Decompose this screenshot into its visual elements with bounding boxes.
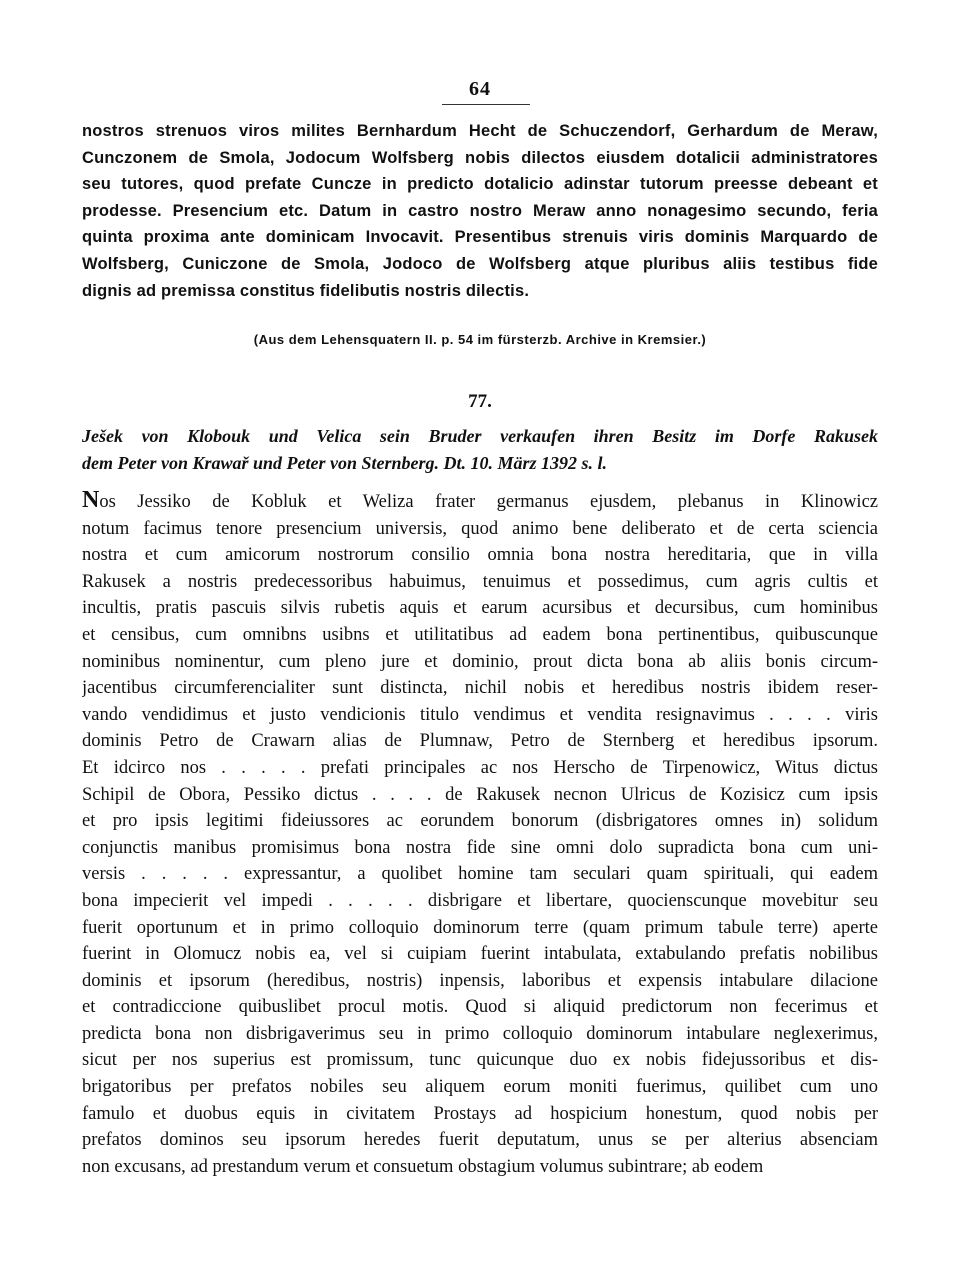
previous-document-text — [82, 118, 878, 304]
text-line: versis . . . . . expressantur, a quolibet homine tam seculari quam spirituali, qui eadem — [82, 864, 878, 885]
text-line: famulo et duobus equis in civitatem Prostays ad hospicium honestum, quod nobis per — [82, 1103, 878, 1124]
text-line: vando vendidimus et justo vendicionis titulo vendimus et vendita resignavimus . . . . viris — [82, 704, 878, 725]
text-line: et censibus, cum omnibns usibns et utilitatibus ad eadem bona pertinentibus, quibuscunque — [82, 624, 878, 645]
text-line: nostros strenuos viros milites Bernhardum Hecht de Schuczendorf, Gerhardum de Meraw, — [82, 122, 878, 140]
text-line: notum facimus tenore presencium universis, quod animo bene deliberato et de certa sciencia — [82, 518, 878, 539]
text-line: non excusans, ad prestandum verum et consuetum obstagium volumus subintrare; ab eodem — [82, 1156, 764, 1177]
text-line: Rakusek a nostris predecessoribus habuimus, tenuimus et possedimus, cum agris cultis et — [82, 571, 878, 592]
page-number-rule — [442, 104, 530, 105]
text-line: seu tutores, quod prefate Cuncze in predicto dotalicio adinstar tutorum preesse debeant et — [82, 175, 878, 194]
first-line-rest: os Jessiko de Kobluk et Weliza frater germanus ejusdem, plebanus in Klinowicz — [99, 492, 878, 512]
document-heading — [82, 423, 878, 476]
text-line: Wolfsberg, Cuniczone de Smola, Jodoco de Wolfsberg atque pluribus aliis testibus fide — [82, 254, 878, 273]
text-line: dignis ad premissa constitus fidelibutis nostris dilectis. — [82, 281, 530, 300]
text-line: predicta bona non disbrigaverimus seu in primo colloquio dominorum intabulare neglexerimus, — [82, 1023, 878, 1044]
charter-first-line — [82, 489, 878, 516]
text-line: brigatoribus per prefatos nobiles seu aliquem eorum moniti fuerimus, quilibet cum uno — [82, 1077, 878, 1098]
text-line: et pro ipsis legitimi fideiussores ac eorundem bonorum (disbrigatores omnes in) solidum — [82, 811, 878, 832]
text-line: quinta proxima ante dominicam Invocavit. Presentibus strenuis viris dominis Marquardo de — [82, 228, 878, 247]
text-line: conjunctis manibus promisimus bona nostra fide sine omni dolo supradicta bona cum uni- — [82, 837, 878, 858]
text-line: fuerint in Olomucz nobis ea, vel si cuipiam fuerint intabulata, extabulando prefatis nobilibus — [82, 944, 878, 965]
text-line: bona impecierit vel impedi . . . . . disbrigare et libertare, quocienscunque movebitur seu — [82, 890, 878, 911]
text-line: Et idcirco nos . . . . . prefati principales ac nos Herscho de Tirpenowicz, Witus dictus — [82, 757, 878, 778]
heading-line: dem Peter von Krawař und Peter von Sternberg. Dt. 10. März 1392 s. l. — [82, 452, 608, 473]
text-line: incultis, pratis pascuis silvis rubetis aquis et earum acursibus et decursibus, cum hominibus — [82, 598, 878, 619]
charter-body — [82, 516, 878, 1181]
source-note: (Aus dem Lehensquatern II. p. 54 im fürsterzb. Archive in Kremsier.) — [253, 332, 707, 347]
text-line: jacentibus circumferencialiter sunt distincta, nichil nobis et heredibus nostris ibidem reser- — [82, 678, 878, 699]
text-line: et contradiccione quibuslibet procul motis. Quod si aliquid predictorum non fecerimus et — [82, 997, 878, 1018]
text-line: nominibus nominentur, cum pleno jure et dominio, prout dicta bona ab aliis bonis circum- — [82, 651, 878, 672]
heading-line: Ješek von Klobouk und Velica sein Bruder verkaufen ihren Besitz im Dorfe Rakusek — [82, 426, 878, 446]
page-number: 64 — [469, 78, 491, 100]
charter-text — [82, 489, 878, 1180]
text-line: prefatos dominos seu ipsorum heredes fuerit deputatum, unus se per alterius absenciam — [82, 1130, 878, 1151]
text-line: fuerit oportunum et in primo colloquio dominorum terre (quam primum tabule terre) aperte — [82, 917, 878, 938]
initial-letter: N — [82, 489, 100, 513]
document-number: 77. — [468, 391, 492, 412]
text-line: dominis Petro de Crawarn alias de Plumnaw, Petro de Sternberg et heredibus ipsorum. — [82, 731, 878, 752]
text-line: sicut per nos superius est promissum, tunc quicunque duo ex nobis fidejussoribus et dis- — [82, 1050, 878, 1071]
text-line: Schipil de Obora, Pessiko dictus . . . . de Rakusek necnon Ulricus de Kozisicz cum ipsis — [82, 784, 878, 805]
text-line: dominis et ipsorum (heredibus, nostris) inpensis, laboribus et expensis intabulare dilacione — [82, 970, 878, 991]
text-line: prodesse. Presencium etc. Datum in castro nostro Meraw anno nonagesimo secundo, feria — [82, 201, 878, 220]
text-line: Cunczonem de Smola, Jodocum Wolfsberg nobis dilectos eiusdem dotalicii administratores — [82, 148, 878, 167]
text-line: nostra et cum amicorum nostrorum consilio omnia bona nostra hereditaria, que in villa — [82, 545, 878, 566]
